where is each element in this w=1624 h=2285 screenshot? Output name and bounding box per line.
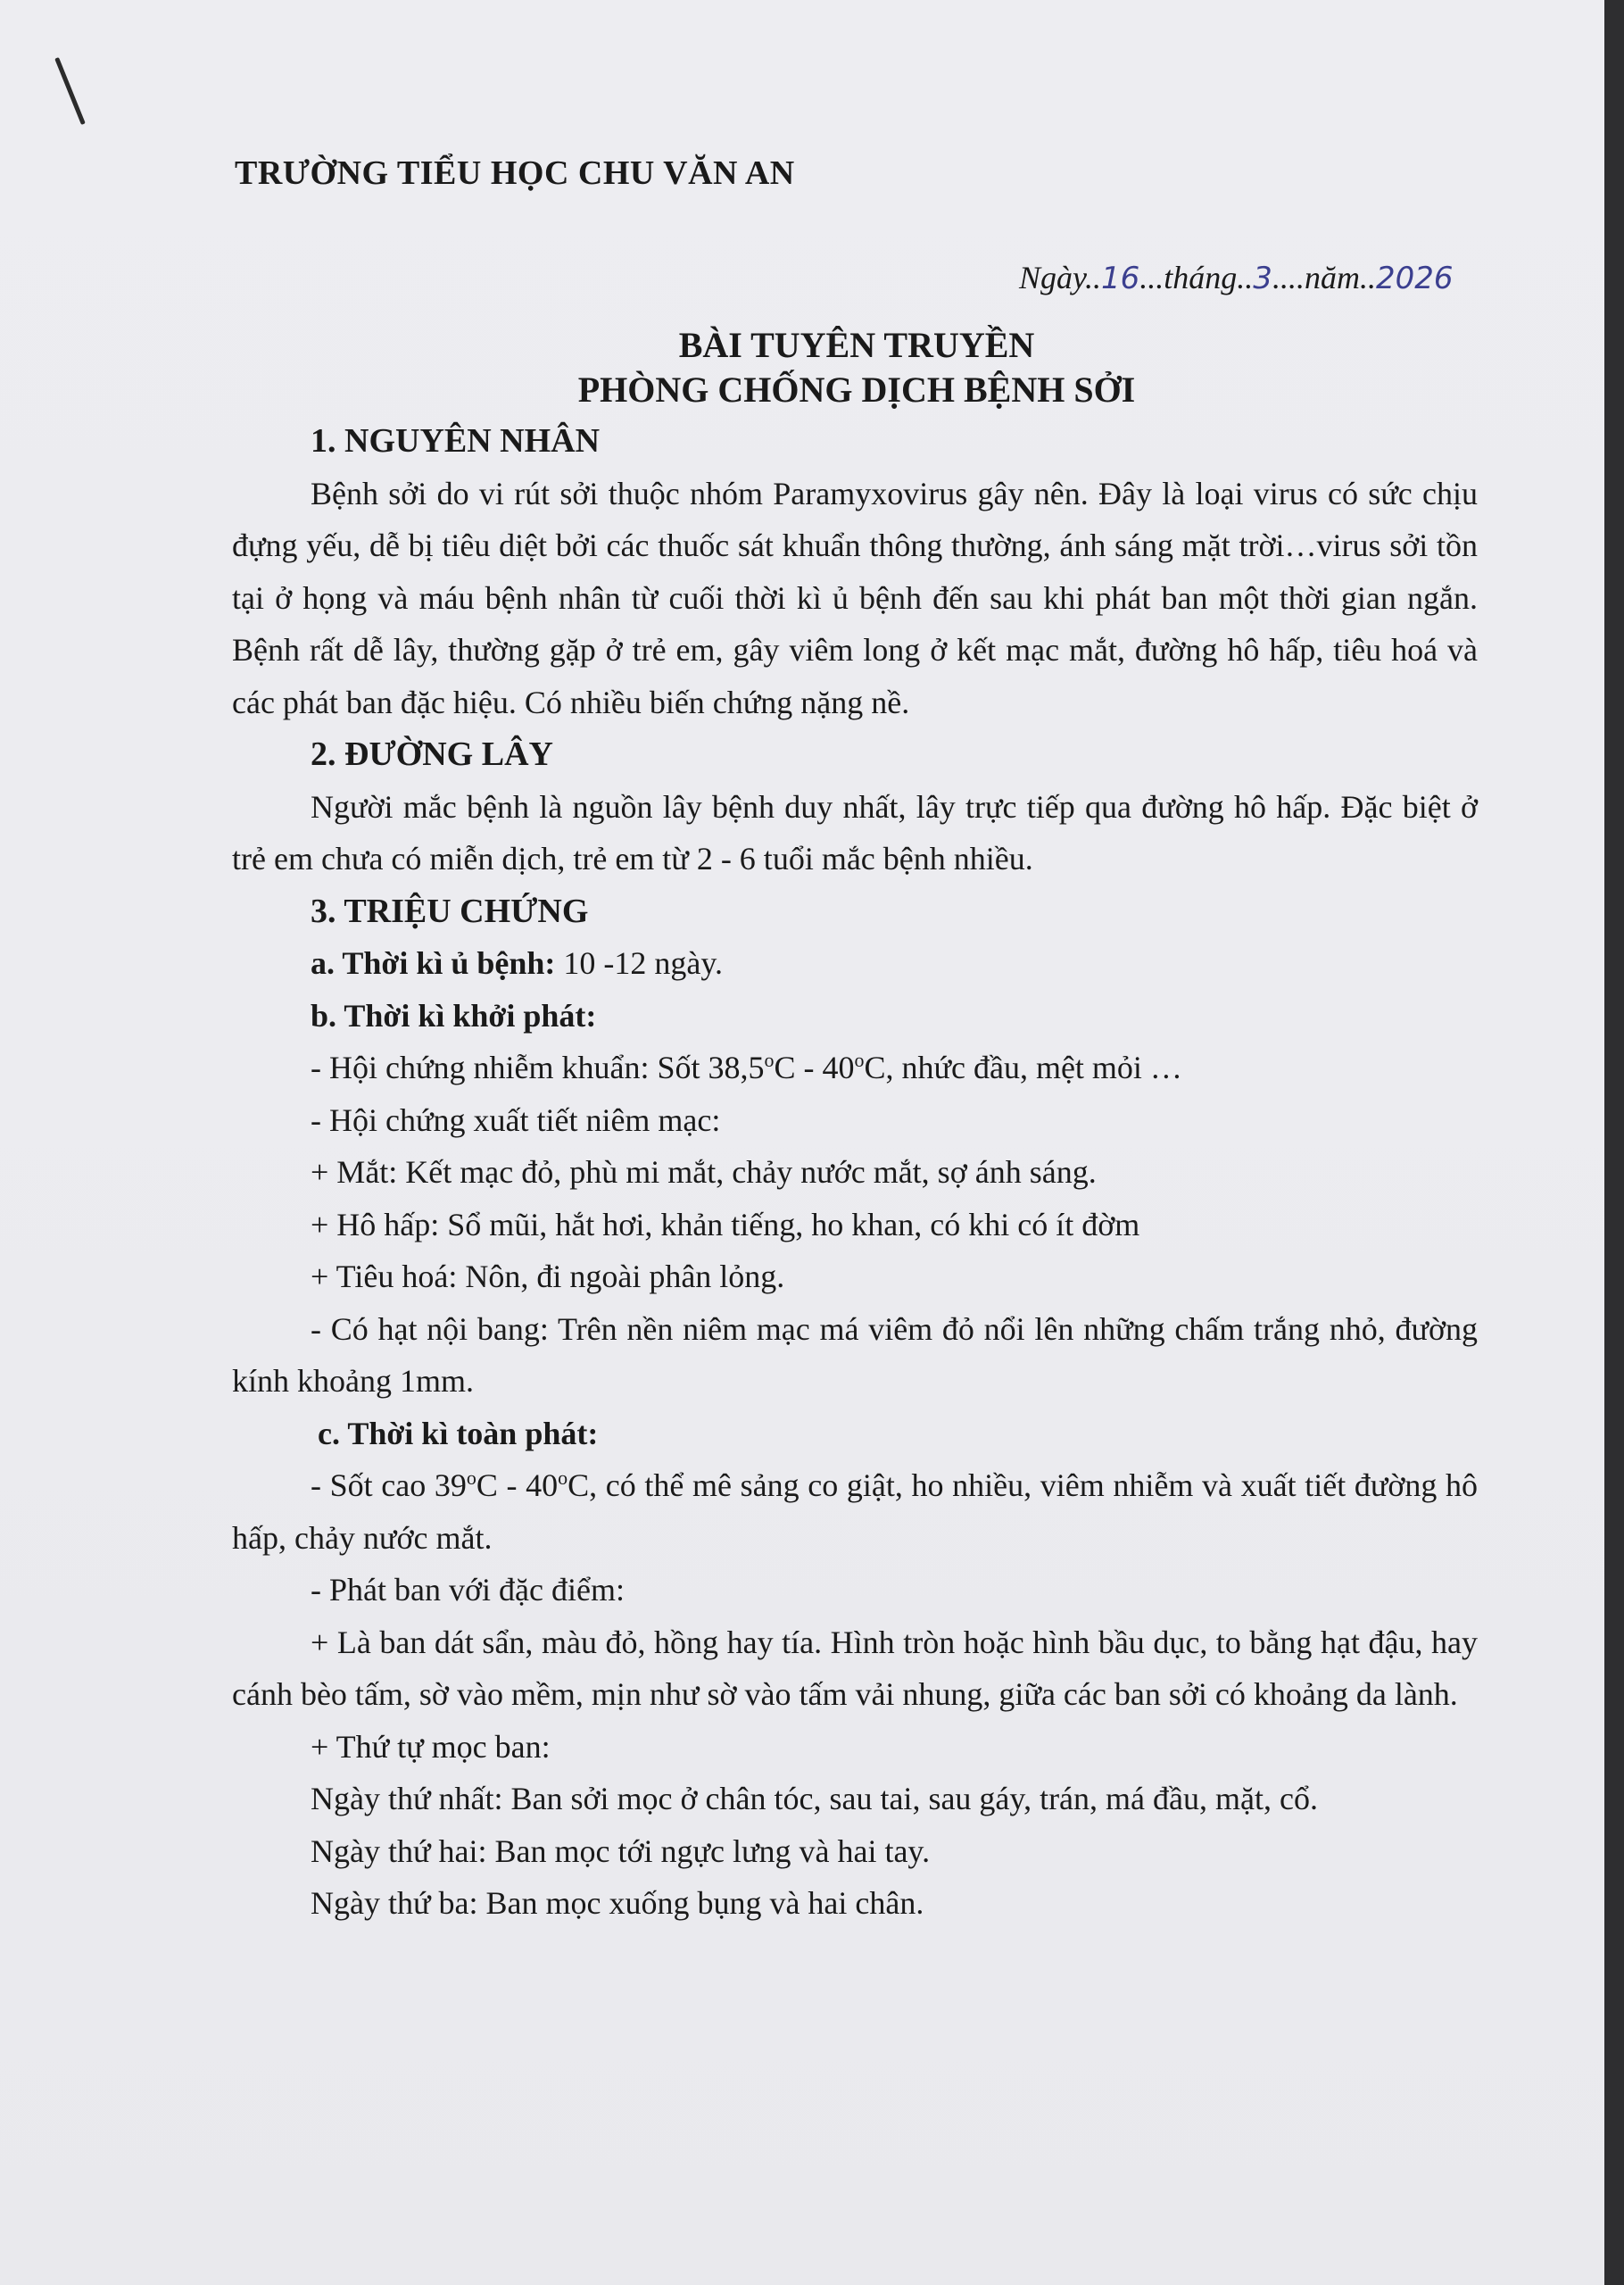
full-fever-text-c: C, có thể mê sảng co giật, ho nhiều, viêm nhiễm và xuất tiết đường hô hấp, chảy nước mắt. bbox=[232, 1467, 1479, 1556]
date-month: 3 bbox=[1253, 261, 1272, 296]
incubation-value: 10 -12 ngày. bbox=[555, 945, 724, 981]
onset-digestive-line: + Tiêu hoá: Nôn, đi ngoài phân lỏng. bbox=[311, 1259, 785, 1294]
onset-koplik-paragraph: - Có hạt nội bang: Trên nền niêm mạc má viêm đỏ nổi lên những chấm trắng nhỏ, đường kính khoảng 1mm. bbox=[232, 1310, 1478, 1399]
onset-respiratory-line: + Hô hấp: Sổ mũi, hắt hơi, khản tiếng, ho khan, có khi có ít đờm bbox=[311, 1206, 1140, 1242]
rash-day2-line: Ngày thứ hai: Ban mọc tới ngực lưng và hai tay. bbox=[311, 1832, 931, 1869]
degree-symbol: o bbox=[764, 1049, 775, 1071]
full-stage-fever-paragraph bbox=[232, 1459, 1478, 1564]
onset-mucosa-line: - Hội chứng xuất tiết niêm mạc: bbox=[311, 1101, 721, 1138]
section-heading-symptoms: 3. TRIỆU CHỨNG bbox=[311, 892, 589, 930]
rash-day3-line: Ngày thứ ba: Ban mọc xuống bụng và hai chân. bbox=[311, 1885, 924, 1921]
school-name: TRƯỜNG TIỂU HỌC CHU VĂN AN bbox=[235, 154, 795, 192]
rash-features-line: - Phát ban với đặc điểm: bbox=[311, 1572, 625, 1608]
full-fever-text-b: C - 40 bbox=[476, 1467, 559, 1503]
rash-day1-line: Ngày thứ nhất: Ban sởi mọc ở chân tóc, sau tai, sau gáy, trán, má đầu, mặt, cổ. bbox=[311, 1781, 1318, 1816]
onset-infection-line bbox=[232, 1042, 1478, 1094]
incubation-label: a. Thời kì ủ bệnh: bbox=[311, 945, 556, 981]
rash-description-paragraph: + Là ban dát sẩn, màu đỏ, hồng hay tía. Hình tròn hoặc hình bầu dục, to bằng hạt đậu, hay cánh bèo tấm, sờ vào mềm, mịn như sờ vào tấm vải nhung, giữa các ban sởi có khoảng da lành. bbox=[232, 1624, 1478, 1712]
onset-label: b. Thời kì khởi phát: bbox=[311, 997, 597, 1034]
background-edge bbox=[1604, 0, 1624, 2285]
date-year-label: năm bbox=[1304, 260, 1360, 295]
rash-order-line: + Thứ tự mọc ban: bbox=[311, 1728, 551, 1765]
section-heading-transmission: 2. ĐƯỜNG LÂY bbox=[311, 735, 553, 773]
date-year: 2026 bbox=[1375, 261, 1454, 296]
onset-infection-text-a: - Hội chứng nhiễm khuẩn: Sốt 38,5 bbox=[311, 1050, 765, 1085]
degree-symbol: o bbox=[854, 1049, 865, 1071]
section-heading-cause: 1. NGUYÊN NHÂN bbox=[311, 422, 601, 460]
document-title-line1: BÀI TUYÊN TRUYỀN bbox=[678, 325, 1035, 365]
onset-eyes-line: + Mắt: Kết mạc đỏ, phù mi mắt, chảy nước mắt, sợ ánh sáng. bbox=[311, 1154, 1097, 1190]
degree-symbol: o bbox=[466, 1467, 476, 1489]
date-line: Ngày..16...tháng..3....năm..2026 bbox=[1019, 260, 1454, 296]
document-body bbox=[232, 415, 1478, 1930]
paragraph-cause: Bệnh sởi do vi rút sởi thuộc nhóm Paramyxovirus gây nên. Đây là loại virus có sức chịu đựng yếu, dễ bị tiêu diệt bởi các thuốc sát khuẩn thông thường, ánh sáng mặt trời…virus sởi tồn tại ở họng và máu bệnh nhân từ cuối thời kì ủ bệnh đến sau khi phát ban một thời gian ngắn. Bệnh rất dễ lây, thường gặp ở trẻ em, gây viêm long ở kết mạc mắt, đường hô hấp, tiêu hoá và các phát ban đặc hiệu. Có nhiều biến chứng nặng nề. bbox=[232, 475, 1478, 720]
onset-infection-text-c: C, nhức đầu, mệt mỏi … bbox=[864, 1050, 1182, 1085]
paragraph-transmission: Người mắc bệnh là nguồn lây bệnh duy nhất, lây trực tiếp qua đường hô hấp. Đặc biệt ở trẻ em chưa có miễn dịch, trẻ em từ 2 - 6 tuổi mắc bệnh nhiều. bbox=[232, 788, 1478, 877]
document-title-line2: PHÒNG CHỐNG DỊCH BỆNH SỞI bbox=[577, 370, 1136, 410]
incubation-line bbox=[232, 937, 1478, 990]
date-month-label: tháng bbox=[1164, 260, 1238, 295]
degree-symbol: o bbox=[558, 1467, 568, 1489]
full-stage-label: c. Thời kì toàn phát: bbox=[318, 1415, 599, 1451]
date-day: 16 bbox=[1101, 261, 1140, 296]
date-prefix: Ngày bbox=[1019, 260, 1086, 295]
onset-infection-text-b: C - 40 bbox=[774, 1050, 855, 1085]
pen-stroke-mark bbox=[54, 57, 86, 125]
full-fever-text-a: - Sốt cao 39 bbox=[311, 1467, 467, 1503]
